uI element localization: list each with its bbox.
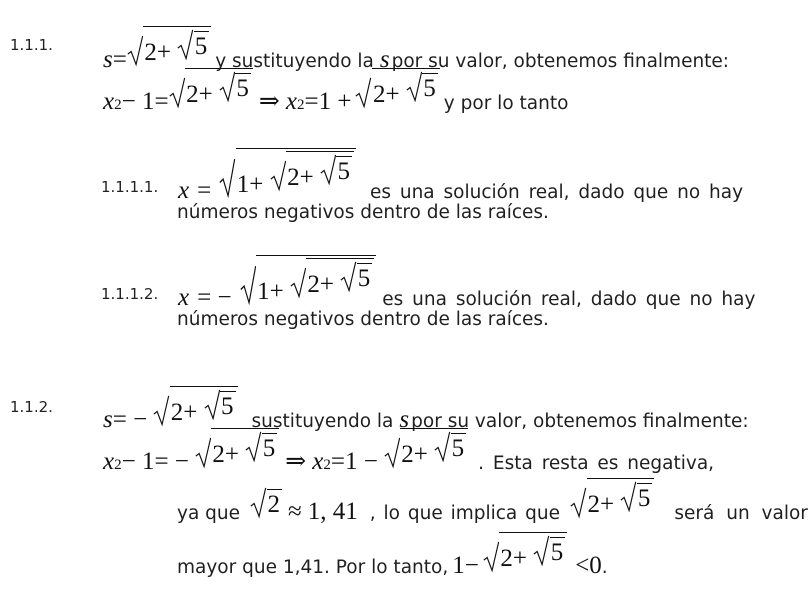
math-op: =1 − bbox=[330, 447, 378, 475]
math-sqrt-inner: 5 bbox=[620, 481, 652, 512]
text: . bbox=[601, 556, 608, 578]
math-sqrt: 2+ 5 bbox=[384, 428, 468, 469]
text: sustituyendo la bbox=[251, 410, 394, 432]
math-sqrt: 2+ 5 bbox=[153, 386, 237, 427]
math-var-x: x bbox=[178, 283, 190, 311]
math-sqrt-inner: 5 bbox=[340, 261, 372, 292]
math-exp: 2 bbox=[114, 456, 122, 473]
math-op: =1 + bbox=[304, 87, 352, 115]
text: es una solución real, dado que no hay bbox=[369, 181, 744, 203]
math-sqrt-inner: 5 bbox=[177, 29, 209, 60]
math-exp: 2 bbox=[296, 96, 305, 113]
equation-line bbox=[177, 532, 608, 580]
math-op: 1− bbox=[452, 551, 479, 579]
math-value: 1, 41 bbox=[307, 497, 358, 525]
math-sqrt-inner: 5 bbox=[245, 431, 277, 462]
math-sqrt: 2+ 5 bbox=[290, 258, 374, 299]
math-var-s: s bbox=[103, 405, 113, 433]
text: por su valor, obtenemos finalmente: bbox=[411, 410, 749, 432]
text: números negativos dentro de las raíces. bbox=[177, 309, 549, 330]
text: será un valor bbox=[674, 502, 808, 524]
math-op: <0 bbox=[575, 551, 602, 579]
math-op: = bbox=[112, 45, 127, 73]
math-sqrt: 2+ 5 bbox=[270, 151, 354, 192]
text: por su valor, obtenemos finalmente: bbox=[391, 50, 730, 72]
math-sqrt: 2+ 5 bbox=[570, 478, 654, 519]
math-op: = − bbox=[112, 405, 148, 433]
math-implies: ⇒ bbox=[285, 447, 307, 475]
math-var-x: x bbox=[285, 87, 297, 115]
equation-line bbox=[178, 148, 743, 205]
text: y sustituyendo la bbox=[215, 50, 374, 72]
math-var-s: s bbox=[399, 405, 410, 433]
math-sqrt: 2+ 5 bbox=[195, 428, 279, 469]
item-number: 1.1.2. bbox=[10, 398, 53, 416]
math-sqrt-inner: 5 bbox=[533, 535, 565, 566]
text: . Esta resta es negativa, bbox=[478, 452, 715, 474]
text: mayor que 1,41. Por lo tanto, bbox=[177, 556, 449, 578]
equation-line bbox=[103, 428, 714, 476]
math-sqrt: 2+ 5 bbox=[169, 68, 253, 109]
math-sqrt-inner: 5 bbox=[320, 154, 352, 185]
math-var-x: x bbox=[312, 447, 324, 475]
math-sqrt: 2+ 5 bbox=[355, 68, 439, 109]
math-sqrt-outer: 1+ 2+ 5 bbox=[219, 148, 356, 198]
equation-line bbox=[177, 478, 808, 526]
math-var-s: s bbox=[103, 45, 113, 73]
math-op: − 1= bbox=[121, 87, 169, 115]
math-sqrt-inner: 5 bbox=[434, 431, 466, 462]
item-number: 1.1.1. bbox=[10, 36, 53, 54]
subitem-number: 1.1.1.1. bbox=[101, 178, 159, 196]
text: y por lo tanto bbox=[443, 92, 569, 114]
math-implies: ⇒ bbox=[258, 87, 280, 115]
math-approx: ≈ bbox=[288, 497, 302, 525]
equation-line bbox=[178, 255, 755, 312]
subitem-number: 1.1.1.2. bbox=[101, 285, 159, 303]
math-exp: 2 bbox=[114, 96, 122, 113]
text: números negativos dentro de las raíces. bbox=[177, 202, 549, 223]
math-var-x: x bbox=[103, 87, 115, 115]
math-var-s: s bbox=[379, 45, 390, 73]
math-var-x: x bbox=[178, 176, 190, 204]
equation-line bbox=[103, 68, 568, 116]
text: , lo que implica que bbox=[369, 502, 561, 524]
math-sqrt-inner: 5 bbox=[219, 71, 251, 102]
math-sqrt-inner: 5 bbox=[204, 389, 236, 420]
text: es una solución real, dado que no hay bbox=[382, 288, 756, 310]
math-sqrt: 2+ 5 bbox=[483, 532, 567, 573]
math-var-x: x bbox=[103, 447, 115, 475]
math-op: − 1= − bbox=[121, 447, 189, 475]
math-sqrt-outer: 1+ 2+ 5 bbox=[240, 255, 377, 305]
math-sqrt: 2 bbox=[250, 487, 282, 518]
equation-line bbox=[103, 386, 749, 434]
math-op: = − bbox=[197, 283, 232, 311]
math-sqrt: 2+ 5 bbox=[127, 26, 211, 67]
math-sqrt-inner: 5 bbox=[406, 71, 438, 102]
text: ya que bbox=[177, 502, 241, 524]
equation-line bbox=[103, 26, 729, 74]
math-op: = bbox=[197, 176, 212, 204]
math-exp: 2 bbox=[323, 456, 331, 473]
